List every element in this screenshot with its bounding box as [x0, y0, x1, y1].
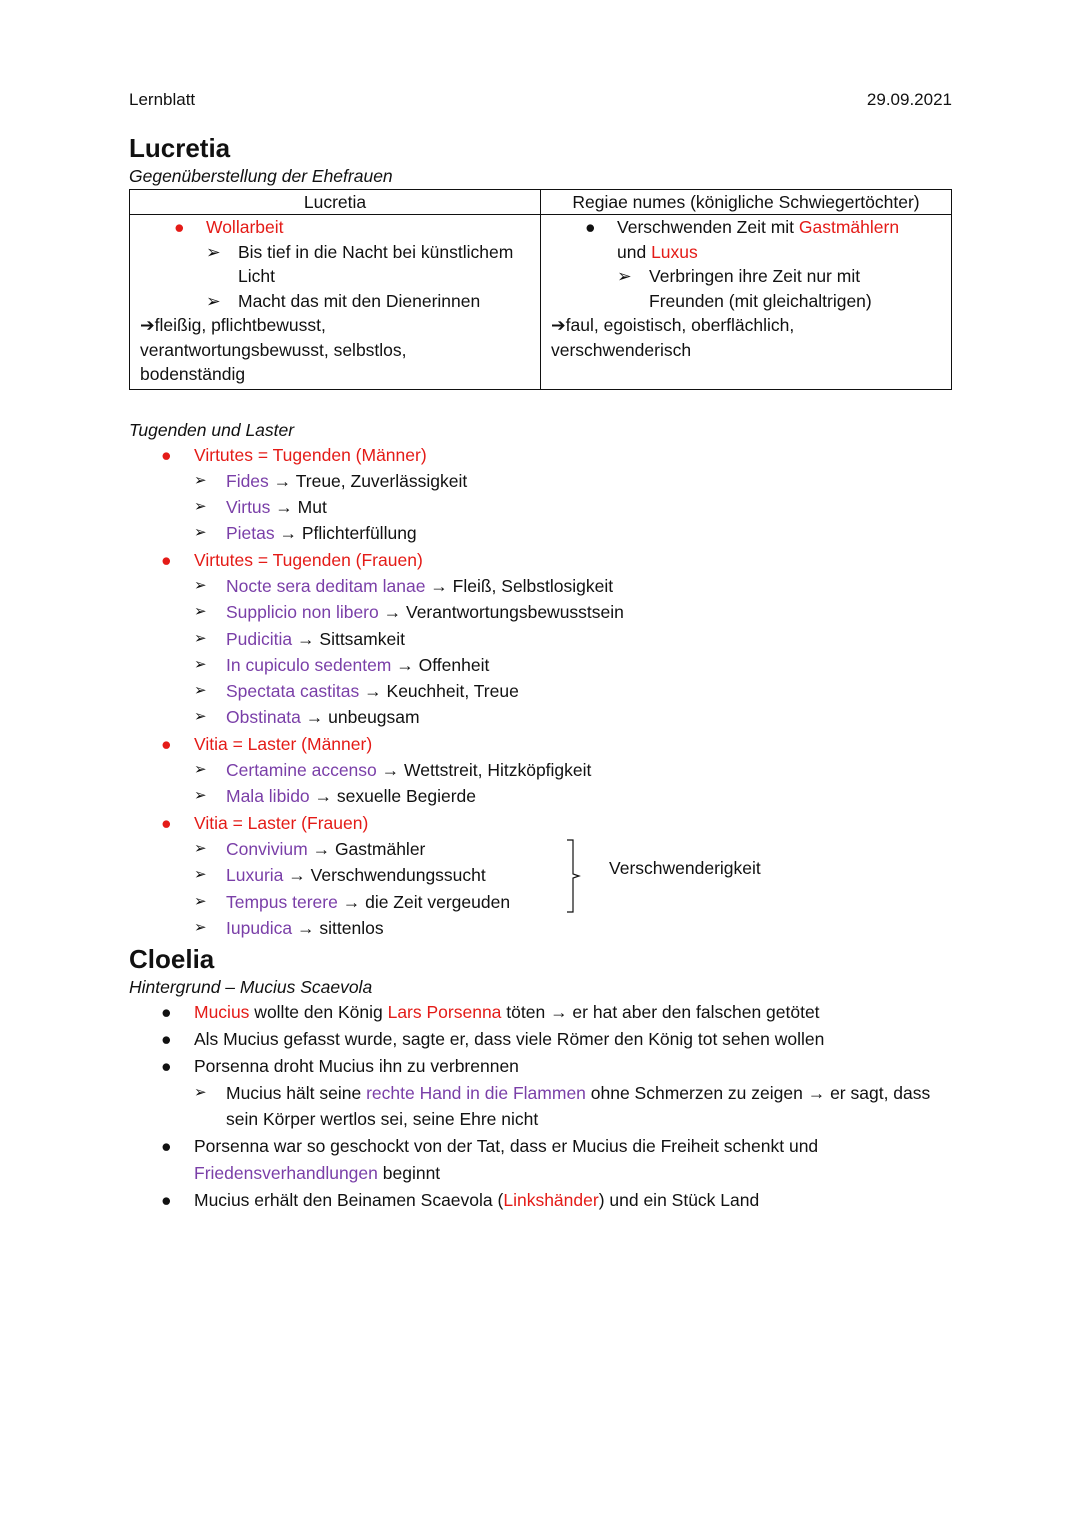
bullet-icon: ●	[174, 217, 185, 237]
subtitle-virtues: Tugenden und Laster	[129, 419, 295, 440]
bullet-icon: ●	[161, 812, 172, 833]
list-item: ● Porsenna war so geschockt von der Tat, dass er Mucius die Freiheit schenkt und Friedensverhandlungen beginnt	[129, 1133, 952, 1187]
list-item: ➢ Mala libido → sexuelle Begierde	[129, 783, 952, 809]
list-item: ● Vitia = Laster (Frauen)	[129, 810, 952, 836]
list-item: ➢ Supplicio non libero → Verantwortungsbewusstsein	[129, 599, 952, 625]
bullet-icon: ●	[161, 1189, 172, 1210]
arrowhead-icon: ➢	[194, 655, 207, 673]
arrowhead-icon: ➢	[194, 682, 207, 700]
bullet-icon: ●	[161, 1028, 172, 1049]
list-item: ➢ Nocte sera deditam lanae → Fleiß, Selbstlosigkeit	[129, 573, 952, 599]
list-item: ➢ Certamine accenso → Wettstreit, Hitzköpfigkeit	[129, 757, 952, 783]
list-item: ➢ Bis tief in die Nacht bei künstlichem Licht	[206, 241, 514, 286]
list-item: ➢ Mucius hält seine rechte Hand in die Flammen ohne Schmerzen zu zeigen → er sagt, dass sein Körper wertlos sei, seine Ehre nicht	[129, 1080, 952, 1134]
list-item: ➢ Verbringen ihre Zeit nur mit Freunden (mit gleichaltrigen)	[617, 266, 872, 311]
brace-label: Verschwenderigkeit	[609, 857, 761, 878]
list-item: ➢ Fides → Treue, Zuverlässigkeit	[129, 468, 952, 494]
section-title-lucretia: Lucretia	[129, 133, 231, 163]
page-header	[129, 90, 952, 114]
table-header-lucretia: Lucretia	[130, 190, 541, 215]
arrow-right-icon: ➔	[140, 315, 155, 335]
table-cell-lucretia	[130, 215, 541, 390]
arrowhead-icon: ➢	[194, 576, 207, 594]
list-item: ➢ Macht das mit den Dienerinnen	[140, 289, 530, 314]
arrowhead-icon: ➢	[194, 603, 207, 621]
subtitle-background: Hintergrund – Mucius Scaevola	[129, 977, 373, 998]
arrowhead-icon: ➢	[194, 787, 207, 805]
vices-women-group	[129, 836, 952, 941]
list-item: ➢ In cupiculo sedentem → Offenheit	[129, 652, 952, 678]
list-item: ➢ Luxuria → Verschwendungssucht	[129, 862, 952, 888]
bullet-icon: ●	[161, 1055, 172, 1076]
list-item: ➢ Virtus → Mut	[129, 494, 952, 520]
bullet-icon: ●	[161, 1136, 172, 1157]
arrowhead-icon: ➢	[194, 471, 207, 489]
list-item: ● Virtutes = Tugenden (Männer)	[129, 442, 952, 468]
arrowhead-icon: ➢	[194, 708, 207, 726]
list-item: ➢ Iupudica → sittenlos	[129, 915, 952, 941]
list-item: ● Als Mucius gefasst wurde, sagte er, dass viele Römer den König tot sehen wollen	[129, 1026, 952, 1053]
arrowhead-icon: ➢	[617, 266, 632, 286]
list-item: ➢ Convivium → Gastmähler	[129, 836, 952, 862]
arrowhead-icon: ➢	[194, 918, 207, 936]
arrowhead-icon: ➢	[194, 761, 207, 779]
header-date: 29.09.2021	[866, 90, 952, 109]
list-item: ➢ Pietas → Pflichterfüllung	[129, 520, 952, 546]
list-item: ● Virtutes = Tugenden (Frauen)	[129, 547, 952, 573]
header-left: Lernblatt	[129, 90, 196, 109]
bullet-icon: ●	[161, 733, 172, 754]
arrowhead-icon: ➢	[194, 524, 207, 542]
list-item: ➢ Tempus terere → die Zeit vergeuden	[129, 889, 952, 915]
section-title-cloelia: Cloelia	[129, 944, 215, 975]
arrowhead-icon: ➢	[206, 290, 221, 311]
bullet-icon: ●	[585, 217, 596, 237]
bullet-icon: ●	[161, 549, 172, 570]
comparison-table	[129, 189, 952, 390]
list-item: ➢ Pudicitia → Sittsamkeit	[129, 626, 952, 652]
arrowhead-icon: ➢	[194, 839, 207, 857]
list-item: ➢ Spectata castitas → Keuchheit, Treue	[129, 678, 952, 704]
curly-brace-icon	[565, 838, 599, 914]
bullet-icon: ●	[161, 444, 172, 465]
list-item: ➢ Obstinata → unbeugsam	[129, 704, 952, 730]
subtitle-comparison: Gegenüberstellung der Ehefrauen	[129, 166, 393, 186]
arrowhead-icon: ➢	[194, 1083, 207, 1101]
list-item: ● Wollarbeit	[140, 215, 530, 240]
arrow-right-icon: ➔	[551, 315, 566, 335]
conclusion: ➔fleißig, pflichtbewusst, verantwortungsbewusst, selbstlos, bodenständig	[140, 315, 407, 384]
list-item: ● Mucius wollte den König Lars Porsenna töten → er hat aber den falschen getötet	[129, 999, 952, 1026]
arrowhead-icon: ➢	[194, 866, 207, 884]
list-item: ● Vitia = Laster (Männer)	[129, 731, 952, 757]
table-header-regiae: Regiae numes (königliche Schwiegertöchter)	[541, 190, 952, 215]
arrowhead-icon: ➢	[194, 892, 207, 910]
bullet-icon: ●	[161, 1002, 172, 1023]
list-item: ● Mucius erhält den Beinamen Scaevola (Linkshänder) und ein Stück Land	[129, 1187, 952, 1214]
arrowhead-icon: ➢	[194, 498, 207, 516]
list-item: ● Verschwenden Zeit mit Gastmählern und Luxus	[585, 217, 900, 262]
arrowhead-icon: ➢	[206, 241, 221, 262]
worksheet	[129, 90, 952, 1214]
conclusion: ➔faul, egoistisch, oberflächlich, verschwenderisch	[551, 315, 795, 360]
table-cell-regiae	[541, 215, 952, 390]
list-item: ● Porsenna droht Mucius ihn zu verbrennen	[129, 1053, 952, 1080]
arrowhead-icon: ➢	[194, 629, 207, 647]
